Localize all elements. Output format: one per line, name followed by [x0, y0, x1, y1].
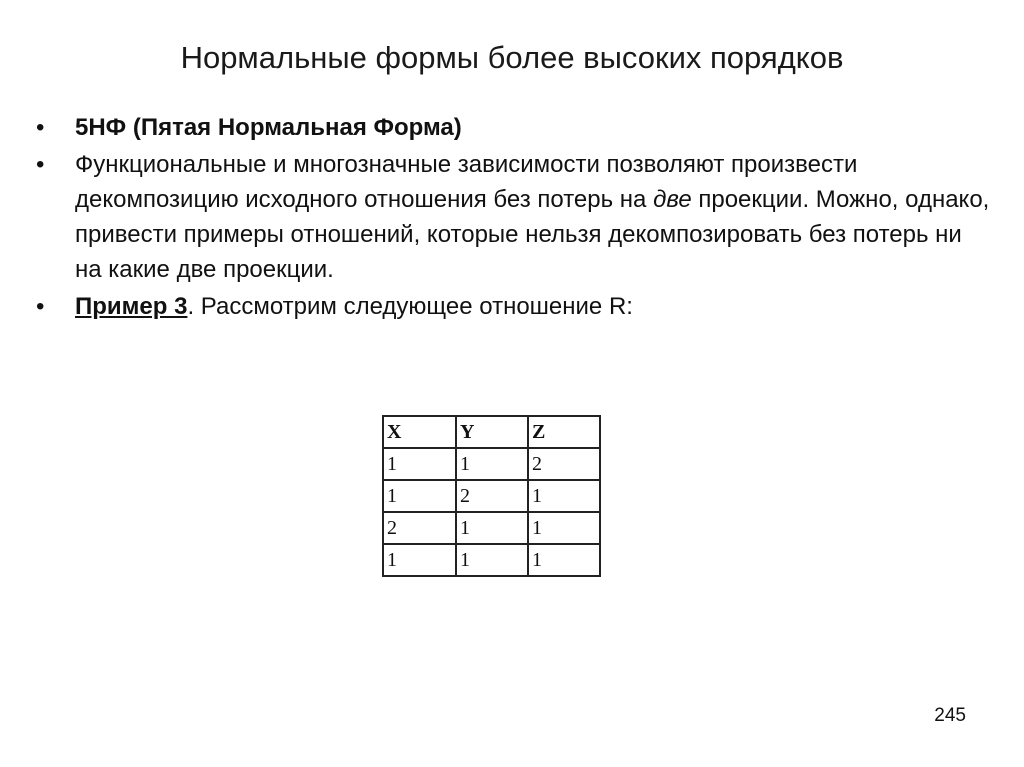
table-cell: 1 — [383, 480, 456, 512]
table-cell: 1 — [528, 512, 600, 544]
bullet-dependencies-emphasis: две — [653, 186, 692, 213]
bullet-dependencies-text-end: проекции. Можно, однако, привести примеры отношений, которые нельзя декомпозировать без потерь ни на какие две проекции. — [75, 186, 990, 283]
table-cell: 2 — [383, 512, 456, 544]
table-header-cell: X — [383, 416, 456, 448]
table-cell: 1 — [528, 544, 600, 576]
table-row — [383, 448, 600, 480]
slide-title: Нормальные формы более высоких порядков — [180, 40, 844, 75]
table-row — [383, 480, 600, 512]
table-cell: 1 — [383, 544, 456, 576]
example-text: . Рассмотрим следующее отношение R: — [187, 293, 633, 320]
table-row — [383, 512, 600, 544]
table-header-cell: Y — [456, 416, 528, 448]
bullet-marker: • — [36, 114, 45, 141]
table-cell: 1 — [456, 544, 528, 576]
table-header-cell: Z — [528, 416, 600, 448]
example-label: Пример 3 — [75, 293, 188, 320]
bullet-marker: • — [36, 151, 45, 178]
table-cell: 1 — [456, 448, 528, 480]
bullet-example — [32, 289, 992, 324]
page-number: 245 — [934, 705, 966, 726]
relation-table — [382, 415, 601, 577]
table-cell: 2 — [528, 448, 600, 480]
table-cell: 1 — [383, 448, 456, 480]
table-header-row — [383, 416, 600, 448]
bullet-5nf — [32, 110, 992, 145]
table-cell: 1 — [528, 480, 600, 512]
bullet-dependencies-text-start: Функциональные и многозначные зависимости позволяют произвести декомпозицию исходного отношения без потерь на — [75, 151, 858, 213]
bullet-dependencies — [32, 147, 992, 287]
table-cell: 2 — [456, 480, 528, 512]
bullet-list — [32, 110, 992, 326]
bullet-5nf-text: 5НФ (Пятая Нормальная Форма) — [75, 114, 462, 141]
table-cell: 1 — [456, 512, 528, 544]
bullet-marker: • — [36, 293, 45, 320]
table-row — [383, 544, 600, 576]
